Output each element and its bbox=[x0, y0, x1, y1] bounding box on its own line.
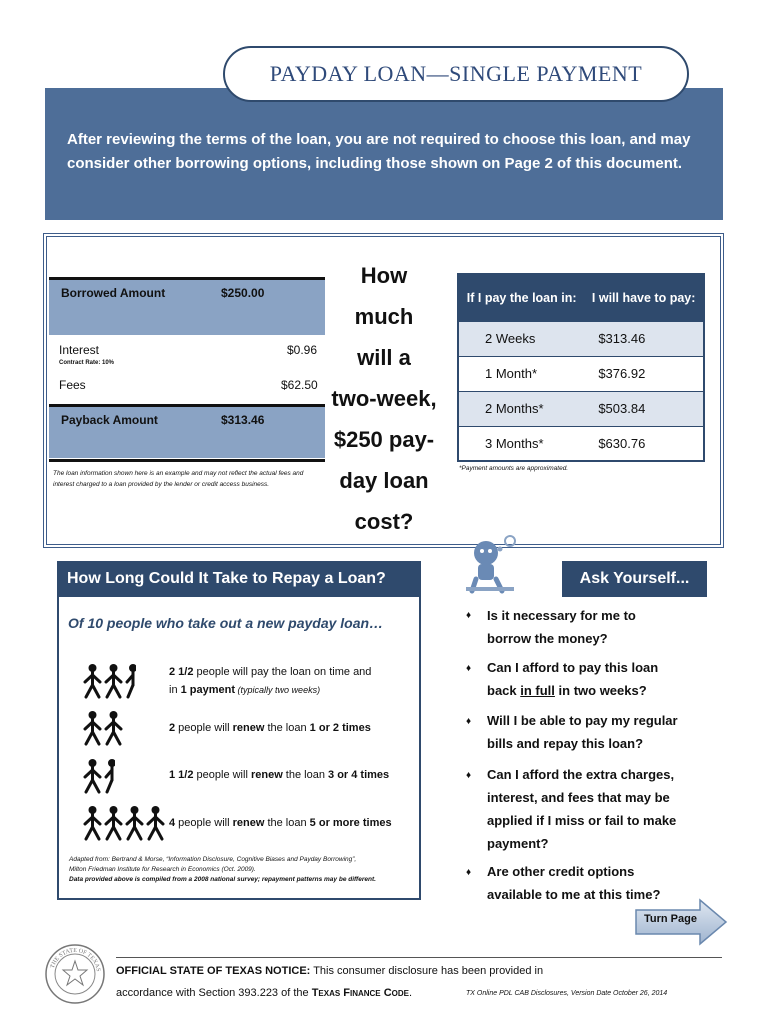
half-person-icon bbox=[104, 758, 115, 794]
pay-term: 2 Weeks bbox=[458, 321, 584, 356]
repay-text: people will bbox=[193, 769, 251, 781]
cost-question-line: $250 pay- bbox=[333, 427, 435, 452]
question-line: bills and repay this loan? bbox=[487, 736, 644, 751]
footer-notice bbox=[116, 965, 543, 977]
person-icon bbox=[83, 663, 102, 699]
question-line: Can I afford the extra charges, bbox=[487, 767, 675, 782]
cost-question-line: How bbox=[360, 263, 408, 288]
repay-emph: 5 or more times bbox=[309, 817, 392, 829]
repay-emph: renew bbox=[232, 722, 265, 734]
question-line: Is it necessary for me to bbox=[487, 608, 636, 623]
person-icon bbox=[104, 663, 123, 699]
pay-amount: $503.84 bbox=[584, 391, 704, 426]
question-item bbox=[487, 763, 727, 855]
footer-citation-text: . bbox=[408, 987, 413, 999]
turn-page-label: Turn Page bbox=[644, 913, 697, 925]
table-row bbox=[458, 321, 704, 356]
payback-value: $313.46 bbox=[221, 413, 265, 427]
ask-yourself-header bbox=[562, 561, 707, 597]
repay-emph: 3 or 4 times bbox=[328, 769, 390, 781]
pay-term: 2 Months* bbox=[458, 391, 584, 426]
repay-row-1 bbox=[169, 663, 371, 699]
texas-seal-icon bbox=[44, 943, 106, 1005]
repay-subtitle: Of 10 people who take out a new payday loan… bbox=[68, 615, 384, 631]
repay-row-3 bbox=[169, 766, 389, 784]
pay-term: 1 Month* bbox=[458, 356, 584, 391]
header-pay-amount: I will have to pay: bbox=[584, 274, 704, 321]
cost-question-line: much bbox=[354, 304, 414, 329]
table-row bbox=[458, 426, 704, 461]
contract-rate: Contract Rate: 10% bbox=[59, 360, 115, 366]
cost-question-line: day loan bbox=[339, 468, 429, 493]
people-group-1 bbox=[83, 663, 138, 704]
repay-emph: 1 payment bbox=[180, 684, 236, 696]
bullet-icon: ♦ bbox=[466, 716, 472, 727]
ask-yourself-text: Ask Yourself... bbox=[579, 570, 690, 587]
title-pill bbox=[223, 46, 689, 102]
pay-term: 3 Months* bbox=[458, 426, 584, 461]
source-line: Adapted from: Bertrand & Morse, “Information Disclosure, Cognitive Biases and Payday Borrowing”, bbox=[69, 856, 357, 863]
person-icon bbox=[83, 758, 102, 794]
repay-header-text: How Long Could It Take to Repay a Loan? bbox=[67, 570, 386, 587]
fees-label: Fees bbox=[59, 378, 86, 392]
page-title: PAYDAY LOAN—SINGLE PAYMENT bbox=[269, 61, 643, 86]
pay-amount: $630.76 bbox=[584, 426, 704, 461]
loan-example-box bbox=[43, 233, 724, 548]
repay-emph: renew bbox=[232, 817, 265, 829]
people-group-4 bbox=[83, 805, 167, 846]
question-text: back bbox=[487, 683, 521, 698]
repay-emph: 1 or 2 times bbox=[309, 722, 371, 734]
payment-table bbox=[457, 273, 705, 462]
intro-text: After reviewing the terms of the loan, you are not required to choose this loan, and may consider other borrowing options, including those shown on Page 2 of this document. bbox=[67, 131, 691, 172]
repay-panel bbox=[57, 597, 421, 900]
repay-count: 2 bbox=[169, 722, 176, 734]
bullet-icon: ♦ bbox=[466, 663, 472, 674]
version-date: TX Online PDL CAB Disclosures, Version Date October 26, 2014 bbox=[466, 990, 668, 997]
loan-disclaimer: The loan information shown here is an example and may not reflect the actual fees and interest charged to a loan provided by the lender or credit access business. bbox=[49, 459, 325, 490]
repay-text: people will bbox=[175, 722, 233, 734]
footer-notice-bold: OFFICIAL STATE OF TEXAS NOTICE: bbox=[116, 965, 311, 977]
finance-code: Texas Finance Code bbox=[311, 987, 409, 999]
repay-text: the loan bbox=[264, 817, 310, 829]
question-line: interest, and fees that may be bbox=[487, 790, 670, 805]
repay-text: in bbox=[169, 684, 181, 696]
table-row bbox=[458, 391, 704, 426]
source-line: Milton Friedman Institute for Research in Economics (Oct. 2009). bbox=[69, 866, 256, 873]
source-note bbox=[69, 855, 376, 885]
person-icon bbox=[104, 710, 123, 746]
interest-label: Interest bbox=[59, 343, 100, 357]
person-icon bbox=[83, 805, 102, 841]
person-icon bbox=[125, 805, 144, 841]
pay-amount: $376.92 bbox=[584, 356, 704, 391]
pay-amount: $313.46 bbox=[584, 321, 704, 356]
question-emph: in full bbox=[520, 683, 555, 698]
footer-divider bbox=[116, 957, 722, 958]
people-group-2 bbox=[83, 710, 125, 751]
question-line bbox=[487, 679, 727, 702]
turn-page-button[interactable] bbox=[634, 898, 728, 946]
bullet-icon: ♦ bbox=[466, 610, 472, 621]
repay-header bbox=[57, 561, 421, 597]
people-group-3 bbox=[83, 758, 117, 799]
question-line: Can I afford to pay this loan bbox=[487, 660, 659, 675]
question-line: applied if I miss or fail to make bbox=[487, 813, 677, 828]
source-line: Data provided above is compiled from a 2008 national survey; repayment patterns may be different. bbox=[69, 876, 376, 883]
table-row bbox=[458, 356, 704, 391]
payback-band bbox=[49, 404, 325, 458]
header-pay-term: If I pay the loan in: bbox=[458, 274, 584, 321]
repay-text: the loan bbox=[282, 769, 329, 781]
half-person-icon bbox=[125, 663, 136, 699]
person-icon bbox=[104, 805, 123, 841]
question-line: Are other credit options bbox=[487, 864, 635, 879]
question-line: borrow the money? bbox=[487, 631, 608, 646]
question-item bbox=[487, 604, 727, 650]
repay-count: 2 1/2 bbox=[169, 666, 194, 678]
payback-label: Payback Amount bbox=[61, 413, 158, 427]
borrowed-value: $250.00 bbox=[221, 286, 265, 300]
question-line: payment? bbox=[487, 836, 549, 851]
intro-banner bbox=[45, 88, 723, 220]
repay-text: people will bbox=[175, 817, 233, 829]
question-item bbox=[487, 656, 727, 702]
footer-citation-text: accordance with Section 393.223 of the bbox=[116, 987, 312, 999]
cost-question-line: two-week, bbox=[331, 386, 437, 411]
question-text: in two weeks? bbox=[554, 683, 647, 698]
repay-text: people will pay the loan on time and bbox=[193, 666, 372, 678]
repay-text: the loan bbox=[264, 722, 310, 734]
repay-row-2 bbox=[169, 719, 371, 737]
question-line: Will I be able to pay my regular bbox=[487, 713, 678, 728]
bullet-icon: ♦ bbox=[466, 867, 472, 878]
cost-question bbox=[324, 255, 444, 542]
person-icon bbox=[83, 710, 102, 746]
footer-citation bbox=[116, 987, 412, 999]
interest-value: $0.96 bbox=[287, 343, 318, 357]
payment-table-header bbox=[458, 274, 704, 321]
question-item bbox=[487, 709, 727, 755]
fees-value: $62.50 bbox=[281, 378, 318, 392]
repay-emph: renew bbox=[250, 769, 283, 781]
cost-question-line: cost? bbox=[354, 509, 414, 534]
repay-row-4 bbox=[169, 814, 392, 832]
repay-count: 1 1/2 bbox=[169, 769, 194, 781]
person-icon bbox=[146, 805, 165, 841]
cost-question-line: will a bbox=[357, 345, 411, 370]
repay-note: (typically two weeks) bbox=[235, 685, 321, 695]
footer-notice-text: This consumer disclosure has been provided in bbox=[310, 965, 544, 977]
payment-note: *Payment amounts are approximated. bbox=[459, 465, 569, 472]
question-line: available to me at this time? bbox=[487, 887, 661, 902]
repay-count: 4 bbox=[169, 817, 176, 829]
bullet-icon: ♦ bbox=[466, 770, 472, 781]
seal-text: THE STATE OF TEXAS bbox=[49, 947, 101, 972]
thinking-figure-icon bbox=[466, 533, 530, 595]
borrowed-label: Borrowed Amount bbox=[61, 286, 166, 300]
borrowed-band bbox=[49, 277, 325, 335]
